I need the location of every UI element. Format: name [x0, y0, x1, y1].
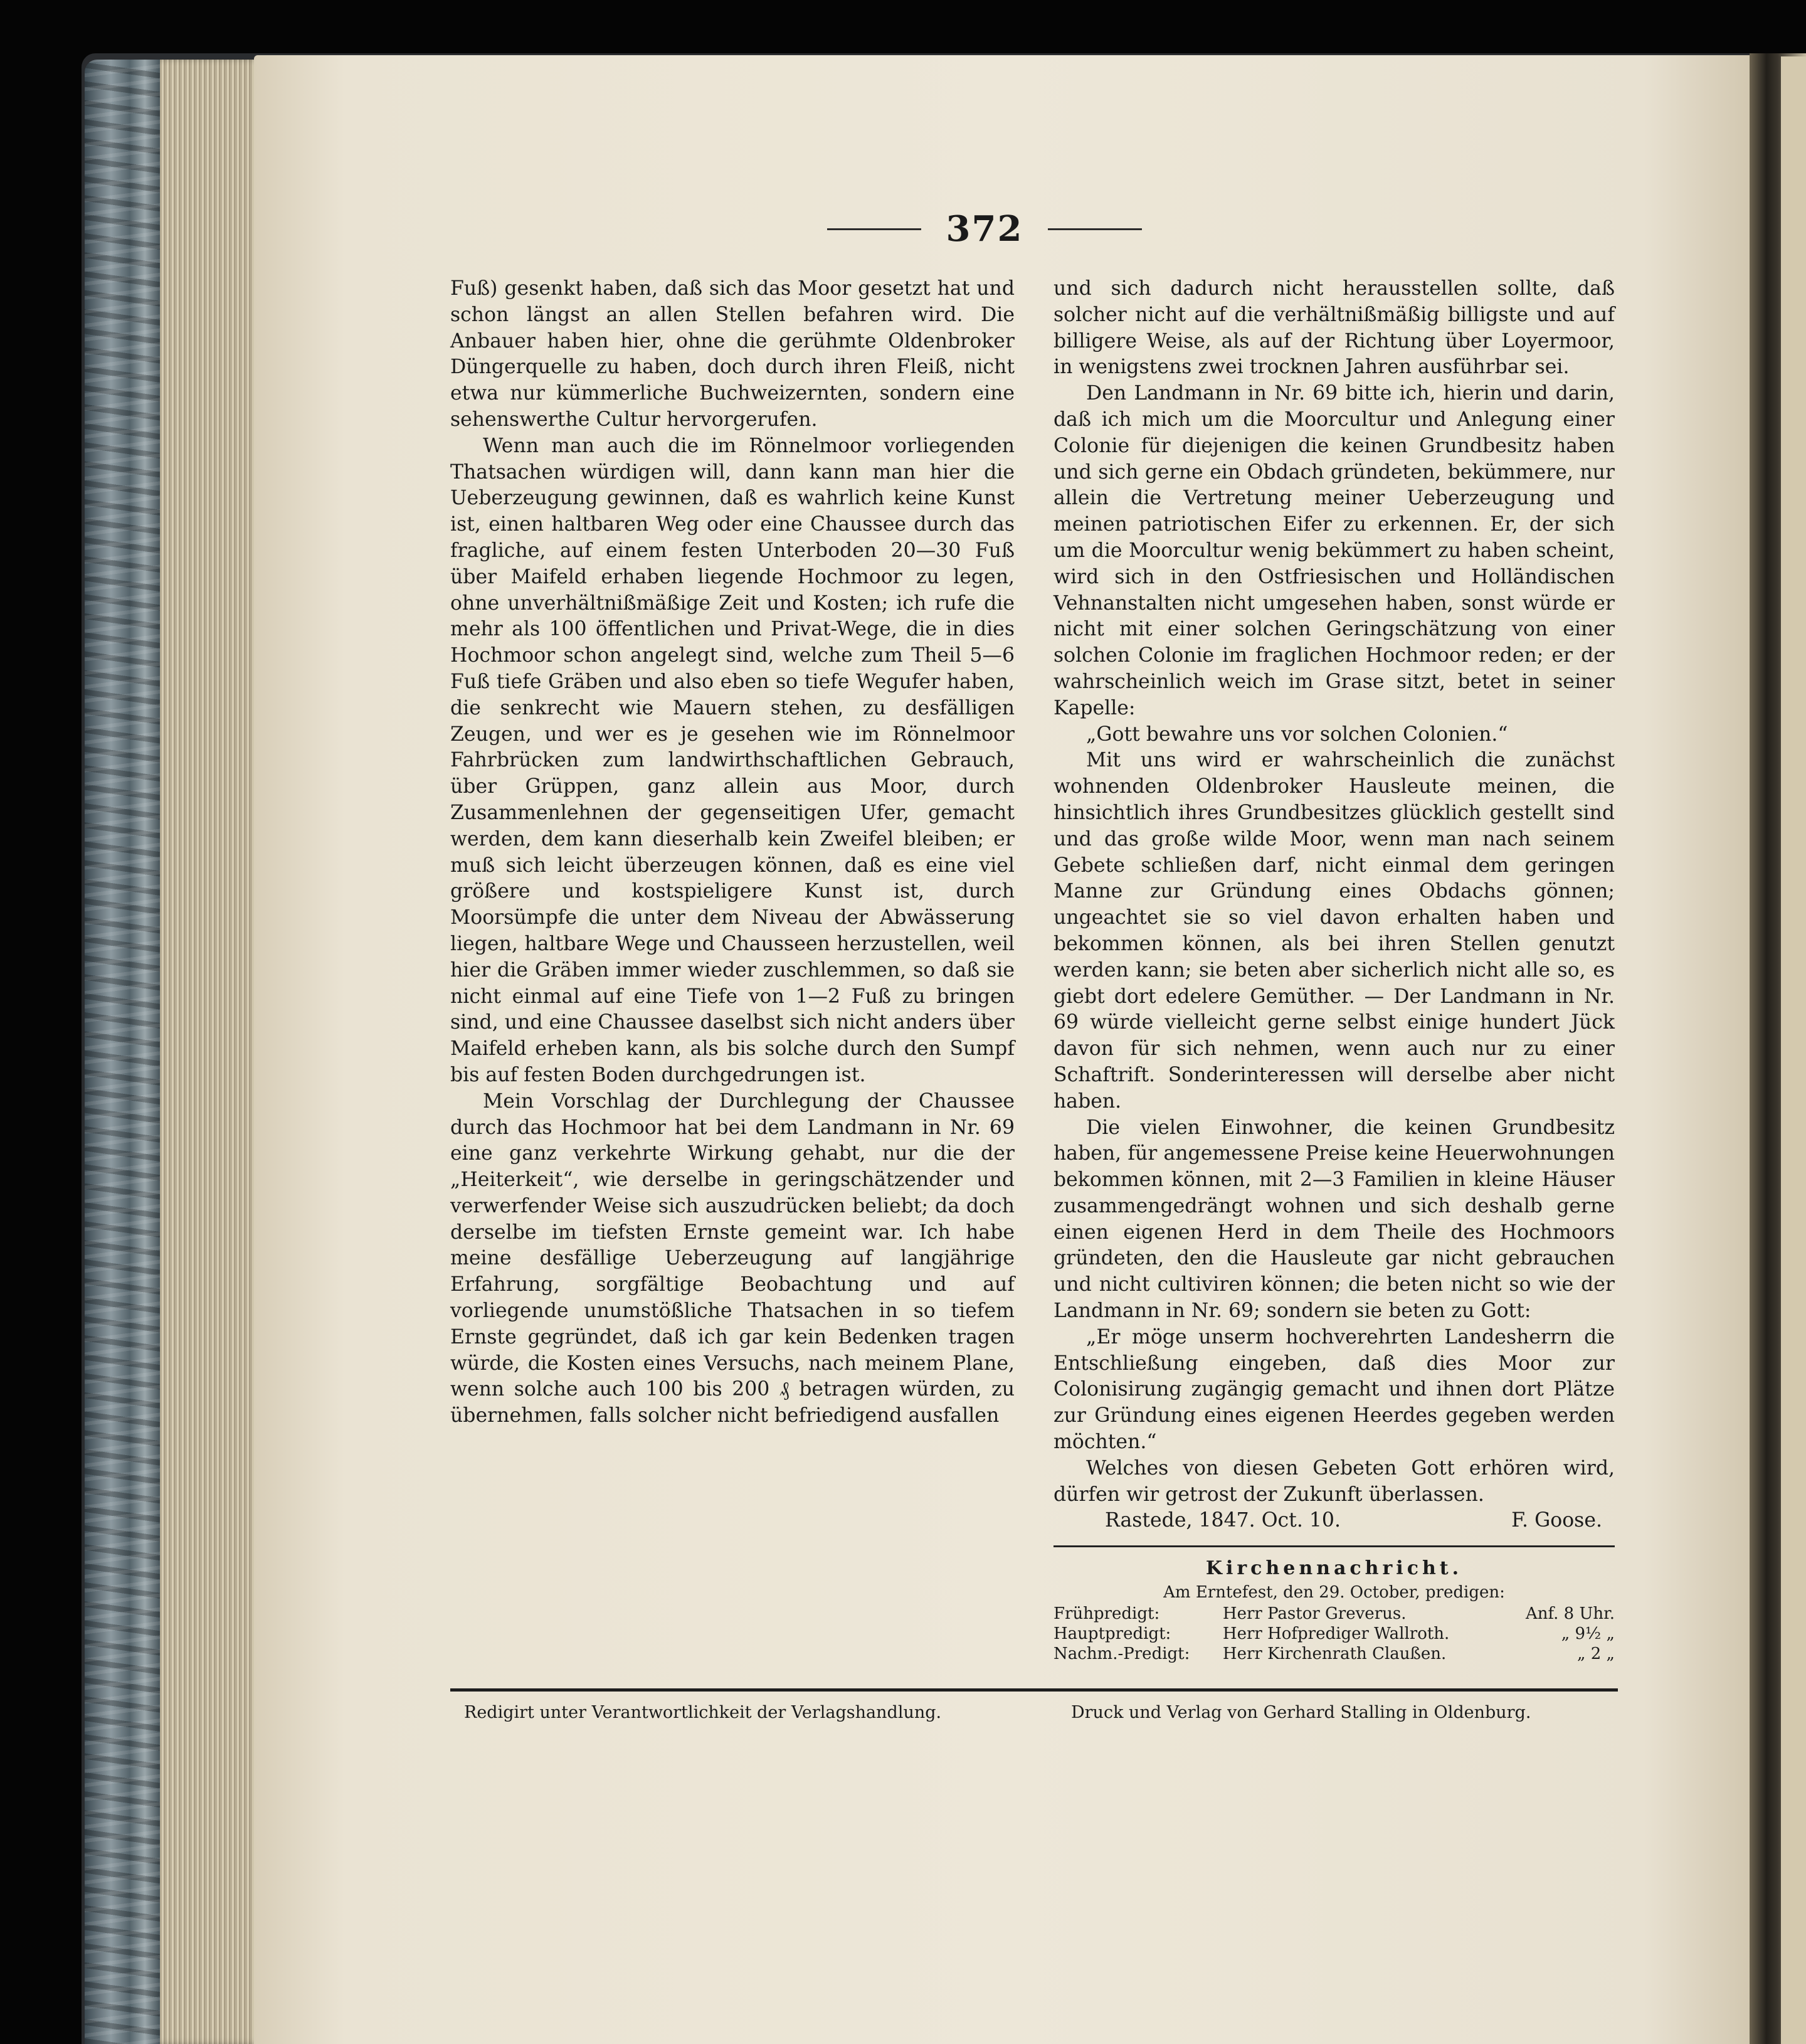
service-name: Hauptpredigt:	[1054, 1624, 1171, 1644]
left-column	[450, 276, 1015, 1429]
marbled-cover-edge	[85, 60, 160, 2044]
paragraph: Den Landmann in Nr. 69 bitte ich, hierin und darin, daß ich mich um die Moorcultur und Anlegung einer Colonie für diejenigen die keinen Grundbesitz haben und sich gerne ein Obdach gründeten, bekümmere, nur allein die Vertretung meiner Ueberzeugung und meinen patriotischen Eifer zu erkennen. Er, der sich um die Moorcultur wenig bekümmert zu haben scheint, wird sich in den Ostfriesischen und Holländischen Vehnanstalten nicht umgesehen haben, sonst würde er nicht mit einer solchen Geringschätzung von einer solchen Colonie im fraglichen Hochmoor reden; er der wahrscheinlich weich im Grase sitzt, betet in seiner Kapelle:	[1054, 382, 1615, 719]
paragraph: Welches von diesen Gebeten Gott erhören wird, dürfen wir getrost der Zukunft überlassen.	[1054, 1456, 1615, 1506]
page-stack-edges	[160, 60, 260, 2044]
paragraph: Fuß) gesenkt haben, daß sich das Moor gesetzt hat und schon längst an allen Stellen befahren wird. Die Anbauer haben hier, ohne die gerühmte Oldenbroker Düngerquelle zu haben, doch durch ihren Fleiß, nicht etwa nur kümmerliche Buchweizernten, sondern eine sehenswerthe Cultur hervorgerufen.	[450, 277, 1015, 431]
facing-page-edge	[1781, 56, 1806, 2044]
right-column	[1054, 276, 1615, 1664]
paragraph: Die vielen Einwohner, die keinen Grundbesitz haben, für angemessene Preise keine Heuerwohnungen bekommen können, mit 2—3 Familien in kleine Häuser zusammengedrängt wohnen und sich deshalb gerne einen eigenen Herd in dem Theile des Hochmoors gründeten, den die Hausleute gar nicht gebrauchen und nicht cultiviren können; die beten nicht so wie der Landmann in Nr. 69; sondern sie beten zu Gott:	[1054, 1116, 1615, 1323]
footer-rule	[450, 1688, 1618, 1692]
signature-place-date: Rastede, 1847. Oct. 10.	[1105, 1509, 1341, 1532]
page-number: 372	[946, 208, 1023, 250]
page-header	[452, 207, 1518, 251]
service-preacher: Herr Hofprediger Wallroth.	[1222, 1624, 1450, 1644]
church-notice-subtitle: Am Erntefest, den 29. October, predigen:	[1163, 1583, 1505, 1602]
header-rule-right	[1048, 228, 1142, 230]
quoted-prayer: „Gott bewahre uns vor solchen Colonien.“	[1086, 723, 1508, 746]
church-notice-title: Kirchennachricht.	[1205, 1557, 1463, 1580]
church-notice	[1054, 1556, 1615, 1664]
notice-divider	[1054, 1545, 1615, 1547]
signature-line	[1054, 1508, 1615, 1534]
service-name: Nachm.-Predigt:	[1054, 1644, 1190, 1664]
service-table	[1054, 1604, 1615, 1664]
header-rule-left	[827, 228, 921, 230]
service-time: Anf. 8 Uhr.	[1525, 1604, 1615, 1624]
quoted-prayer: „Er möge unserm hochverehrten Landesherrn die Entschließung eingeben, daß dies Moor zur Colonisirung zugängig gemacht und ihnen dort Plätze zur Gründung eines eigenen Heerdes gegeben werden möchten.“	[1054, 1325, 1615, 1454]
paragraph: Mit uns wird er wahrscheinlich die zunächst wohnenden Oldenbroker Hausleute meinen, die hinsichtlich ihres Grundbesitzes glücklich gestellt sind und das große wilde Moor, wenn man nach seinem Gebete schließen darf, nicht einmal dem geringen Manne zur Gründung eines Obdachs gönnen; ungeachtet sie so viel davon erhalten haben und bekommen können, als bei ihren Stellen genutzt werden kann; sie beten aber sicherlich nicht alle so, es giebt dort edelere Gemüther. — Der Landmann in Nr. 69 würde vielleicht gerne selbst einige hundert Jück davon für sich nehmen, wenn auch nur zu einer Schaftrift. Sonderinteressen will derselbe aber nicht haben.	[1054, 749, 1615, 1113]
footer-editorial-note: Redigirt unter Verantwortlichkeit der Verlagshandlung.	[464, 1703, 942, 1722]
paragraph: und sich dadurch nicht herausstellen sollte, daß solcher nicht auf die verhältnißmäßig billigste und auf billigere Weise, als auf der Richtung über Loyermoor, in wenigstens zwei trocknen Jahren ausführbar sei.	[1054, 277, 1615, 379]
footer-printer-note: Druck und Verlag von Gerhard Stalling in Oldenburg.	[1071, 1703, 1531, 1722]
paragraph: Mein Vorschlag der Durchlegung der Chaussee durch das Hochmoor hat bei dem Landmann in Nr. 69 eine ganz verkehrte Wirkung gehabt, nur die der „Heiterkeit“, wie derselbe in geringschätzender und verwerfender Weise sich auszudrücken beliebt; da doch derselbe im tiefsten Ernste gemeint war. Ich habe meine desfällige Ueberzeugung auf langjährige Erfahrung, sorgfältige Beobachtung und auf vorliegende unumstößliche Thatsachen in so tiefem Ernste gegründet, daß ich gar kein Bedenken tragen würde, die Kosten eines Versuchs, nach meinem Plane, wenn solche auch 100 bis 200 ₰ betragen würden, zu übernehmen, falls solcher nicht befriedigend ausfallen	[450, 1089, 1015, 1427]
service-preacher: Herr Pastor Greverus.	[1222, 1604, 1407, 1624]
table-row	[1054, 1644, 1615, 1664]
table-row	[1054, 1604, 1615, 1624]
service-preacher: Herr Kirchenrath Claußen.	[1222, 1644, 1447, 1664]
signature-author: F. Goose.	[1511, 1509, 1602, 1532]
paragraph: Wenn man auch die im Rönnelmoor vorliegenden Thatsachen würdigen will, dann kann man hier die Ueberzeugung gewinnen, daß es wahrlich keine Kunst ist, einen haltbaren Weg oder eine Chaussee durch das fragliche, auf einem festen Unterboden 20—30 Fuß über Maifeld erhaben liegende Hochmoor zu legen, ohne unverhältnißmäßige Zeit und Kosten; ich rufe die mehr als 100 öffentlichen und Privat-Wege, die in dies Hochmoor schon angelegt sind, welche zum Theil 5—6 Fuß tiefe Gräben und also eben so tiefe Wegufer haben, die senkrecht wie Mauern stehen, zu desfälligen Zeugen, und wer es je gesehen wie im Rönnelmoor Fahrbrücken zum landwirthschaftlichen Gebrauch, über Grüppen, ganz allein aus Moor, durch Zusammenlehnen der gegenseitigen Ufer, gemacht werden, dem kann dieserhalb kein Zweifel bleiben; er muß sich leicht überzeugen können, daß es eine viel größere und kostspieligere Kunst ist, durch Moorsümpfe die unter dem Niveau der Abwässerung liegen, haltbare Wege und Chausseen herzustellen, weil hier die Gräben immer wieder zuschlemmen, so daß sie nicht einmal auf eine Tiefe von 1—2 Fuß zu bringen sind, und eine Chaussee daselbst sich nicht anders über Maifeld erheben kann, als bis solche durch den Sumpf bis auf festen Boden durchgedrungen ist.	[450, 434, 1015, 1086]
table-row	[1054, 1624, 1615, 1644]
service-time: „ 2 „	[1576, 1644, 1615, 1664]
service-name: Frühpredigt:	[1054, 1604, 1160, 1624]
service-time: „ 9½ „	[1561, 1624, 1615, 1644]
